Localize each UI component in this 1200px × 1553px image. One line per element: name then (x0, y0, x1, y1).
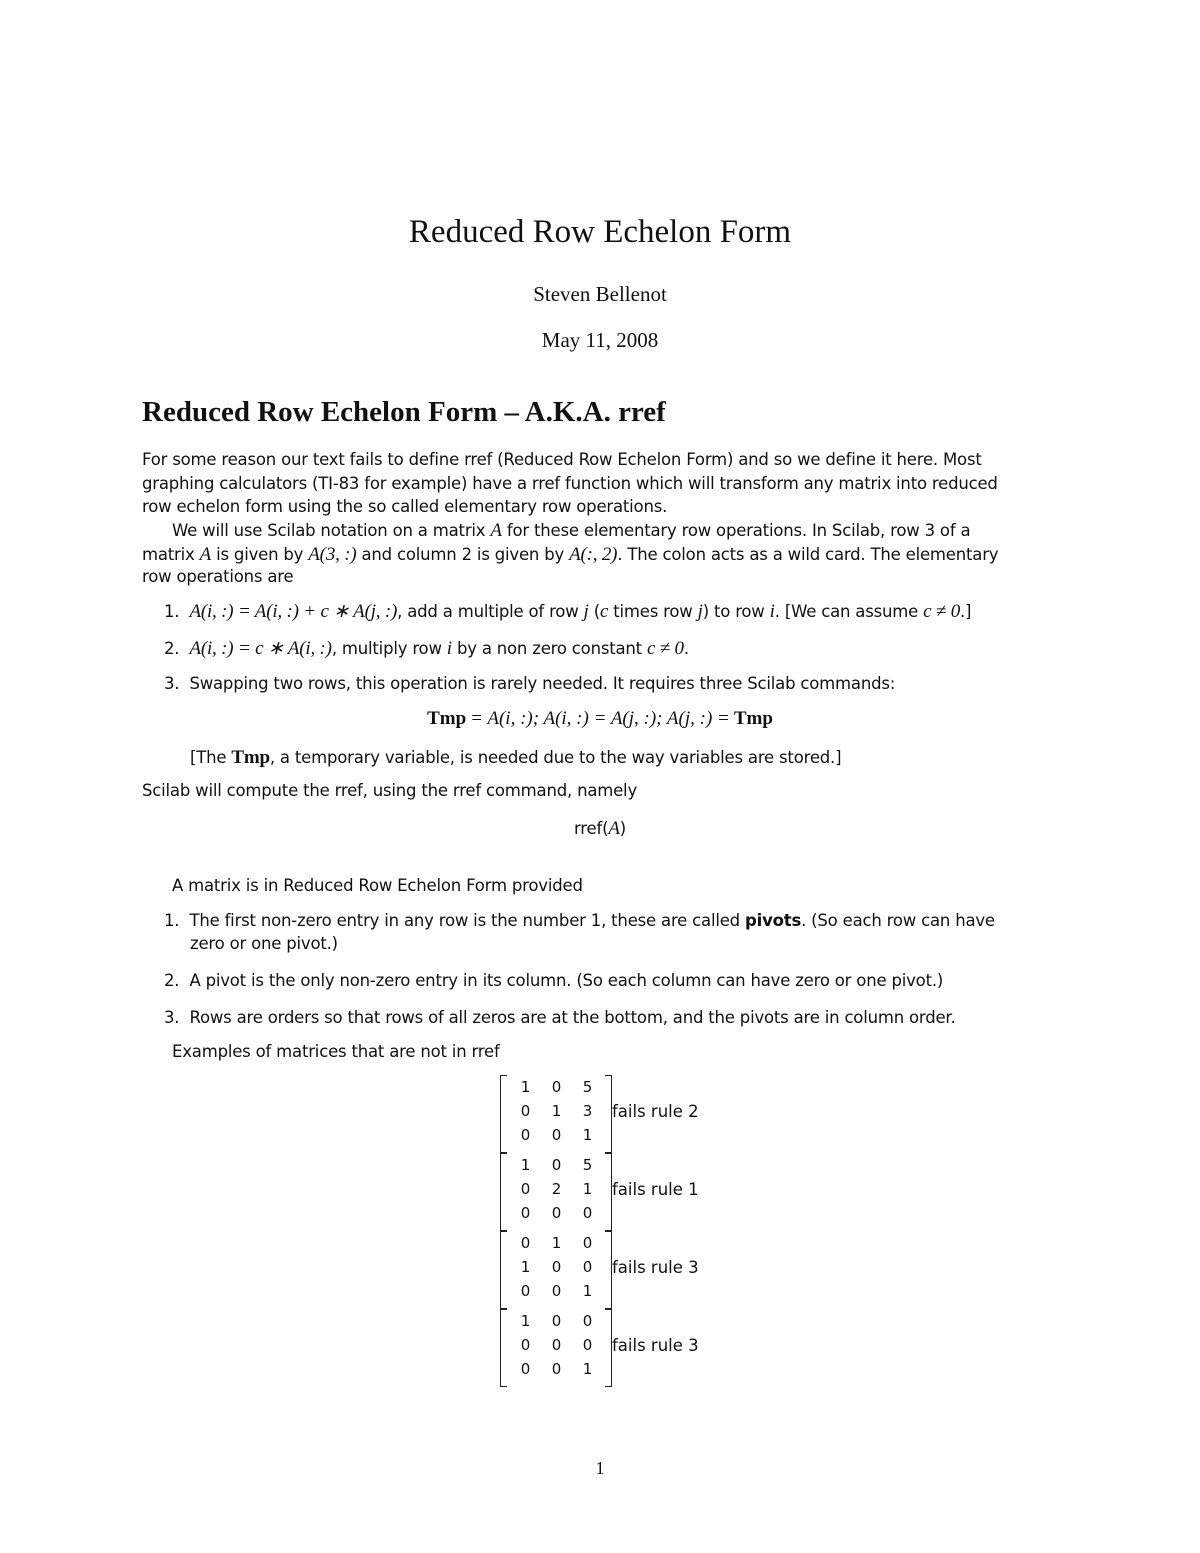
rref-command (0, 818, 1200, 840)
list-number: 1. (164, 602, 180, 621)
list-number: 3. (164, 1008, 180, 1027)
op-formula: A(i, :) = c ∗ A(i, :) (189, 638, 332, 659)
example-matrix (500, 1231, 612, 1309)
matrix-entry: 0 (551, 1078, 562, 1096)
matrix-entry: 1 (551, 1102, 562, 1120)
matrix-entry: 0 (520, 1336, 531, 1354)
op-text: , add a multiple of row (397, 602, 579, 621)
rref-text: rref( (574, 819, 609, 838)
left-bracket (500, 1075, 507, 1153)
right-bracket (605, 1231, 612, 1309)
author-name: Steven Bellenot (533, 282, 667, 306)
right-bracket (605, 1153, 612, 1231)
op-condition: c ≠ 0 (923, 601, 961, 622)
matrix-symbol: A (490, 520, 502, 541)
tmp-var: Tmp (733, 708, 773, 729)
tmp-note (190, 747, 841, 769)
pivots-term: pivots (745, 911, 802, 930)
op-var: i (446, 638, 452, 659)
scilab-line-2 (142, 544, 998, 566)
matrix-entry: 0 (520, 1102, 531, 1120)
fails-rule-label: fails rule 2 (612, 1102, 699, 1121)
op-text: by a non zero constant (456, 639, 642, 658)
matrix-entry: 0 (582, 1312, 593, 1330)
matrix-symbol: A (608, 818, 620, 839)
swap-formula: = A(i, :); A(i, :) = A(j, :); A(j, :) = (470, 708, 730, 729)
matrix-entry: 0 (582, 1336, 593, 1354)
right-bracket (605, 1309, 612, 1387)
matrix-entry: 0 (582, 1234, 593, 1252)
op-3 (164, 674, 895, 693)
list-number: 2. (164, 639, 180, 658)
op-text: Swapping two rows, this operation is rarely needed. It requires three Scilab commands: (189, 674, 896, 693)
op-condition: c ≠ 0 (646, 638, 684, 659)
swap-equation (0, 708, 1200, 730)
example-matrix (500, 1309, 612, 1387)
matrix-entry: 0 (520, 1282, 531, 1300)
op-2 (164, 637, 689, 660)
left-bracket (500, 1153, 507, 1231)
column-notation: A(:, 2) (569, 544, 618, 565)
rule-3 (164, 1008, 956, 1027)
intro-line-3: row echelon form using the so called elementary row operations. (142, 497, 668, 516)
scilab-text: and column 2 is given by (361, 545, 565, 564)
intro-line-2: graphing calculators (TI-83 for example) have a rref function which will transform any matrix into reduced (142, 474, 998, 493)
matrix-entry: 0 (551, 1312, 562, 1330)
matrix-entry: 1 (520, 1258, 531, 1276)
matrix-entry: 0 (551, 1156, 562, 1174)
matrix-entry: 0 (551, 1204, 562, 1222)
left-bracket (500, 1309, 507, 1387)
matrix-symbol: A (199, 544, 212, 565)
matrix-entry: 1 (551, 1234, 562, 1252)
matrix-entry: 0 (582, 1258, 593, 1276)
scilab-text: for these elementary row operations. In Scilab, row 3 of a (506, 521, 971, 540)
rule-text: . (So each row can have (801, 911, 995, 930)
scilab-line-1 (172, 520, 970, 542)
matrix-entry: 2 (551, 1180, 562, 1198)
rule-2 (164, 971, 943, 990)
row-notation: A(3, :) (308, 544, 357, 565)
rref-text: ) (619, 819, 626, 838)
op-1 (164, 600, 971, 623)
example-matrix (500, 1075, 612, 1153)
matrix-entry: 5 (582, 1078, 593, 1096)
scilab-line-3: row operations are (142, 567, 294, 586)
right-bracket (605, 1075, 612, 1153)
examples-intro: Examples of matrices that are not in rref (172, 1042, 500, 1061)
rule-text: Rows are orders so that rows of all zeros are at the bottom, and the pivots are in column order. (189, 1008, 956, 1027)
matrix-entry: 1 (582, 1126, 593, 1144)
op-formula: A(i, :) = A(i, :) + c ∗ A(j, :) (189, 601, 398, 622)
scilab-text: . The colon acts as a wild card. The elementary (617, 545, 999, 564)
matrix-entry: 1 (520, 1078, 531, 1096)
list-number: 2. (164, 971, 180, 990)
matrix-entry: 0 (551, 1282, 562, 1300)
matrix-entry: 1 (582, 1180, 593, 1198)
scilab-text: We will use Scilab notation on a matrix (172, 521, 486, 540)
note-text: , a temporary variable, is needed due to the way variables are stored.] (269, 748, 842, 767)
tmp-var: Tmp (231, 747, 270, 768)
matrix-entry: 3 (582, 1102, 593, 1120)
rule-1 (164, 911, 995, 930)
matrix-entry: 1 (520, 1312, 531, 1330)
op-var: j (697, 601, 703, 622)
list-number: 1. (164, 911, 180, 930)
fails-rule-label: fails rule 3 (612, 1336, 699, 1355)
matrix-entry: 5 (582, 1156, 593, 1174)
matrix-entry: 0 (520, 1234, 531, 1252)
example-matrix (500, 1153, 612, 1231)
definition-intro: A matrix is in Reduced Row Echelon Form provided (172, 876, 583, 895)
op-text: . (683, 639, 689, 658)
scilab-text: is given by (216, 545, 304, 564)
op-text: , multiply row (331, 639, 442, 658)
rule-text: The first non-zero entry in any row is the number 1, these are called (189, 911, 740, 930)
op-text: .] (960, 602, 972, 621)
fails-rule-label: fails rule 1 (612, 1180, 699, 1199)
left-bracket (500, 1231, 507, 1309)
paper-date: May 11, 2008 (541, 328, 659, 352)
op-text: times row (613, 602, 693, 621)
rule-1-line-2: zero or one pivot.) (190, 934, 338, 953)
matrix-entry: 1 (582, 1360, 593, 1378)
matrix-entry: 0 (551, 1360, 562, 1378)
tmp-var: Tmp (427, 708, 467, 729)
matrix-entry: 0 (520, 1126, 531, 1144)
op-var: j (583, 601, 589, 622)
note-text: [The (190, 748, 227, 767)
matrix-entry: 0 (582, 1204, 593, 1222)
scilab-text: matrix (142, 545, 195, 564)
rule-text: A pivot is the only non-zero entry in its column. (So each column can have zero or one pivot.) (189, 971, 944, 990)
scilab-rref-line: Scilab will compute the rref, using the rref command, namely (142, 781, 638, 800)
op-text: ) to row (702, 602, 765, 621)
op-var: c (599, 601, 609, 622)
fails-rule-label: fails rule 3 (612, 1258, 699, 1277)
intro-line-1: For some reason our text fails to define rref (Reduced Row Echelon Form) and so we define it here. Most (142, 450, 982, 469)
matrix-entry: 0 (520, 1180, 531, 1198)
page-number: 1 (595, 1458, 605, 1478)
matrix-entry: 0 (551, 1258, 562, 1276)
matrix-entry: 0 (520, 1360, 531, 1378)
section-heading: Reduced Row Echelon Form – A.K.A. rref (142, 396, 666, 428)
matrix-entry: 1 (520, 1156, 531, 1174)
matrix-entry: 0 (551, 1126, 562, 1144)
op-text: ( (593, 602, 600, 621)
list-number: 3. (164, 674, 180, 693)
matrix-entry: 0 (551, 1336, 562, 1354)
paper-title: Reduced Row Echelon Form (408, 214, 792, 250)
matrix-entry: 0 (520, 1204, 531, 1222)
op-text: . [We can assume (774, 602, 919, 621)
matrix-entry: 1 (582, 1282, 593, 1300)
op-var: i (769, 601, 775, 622)
